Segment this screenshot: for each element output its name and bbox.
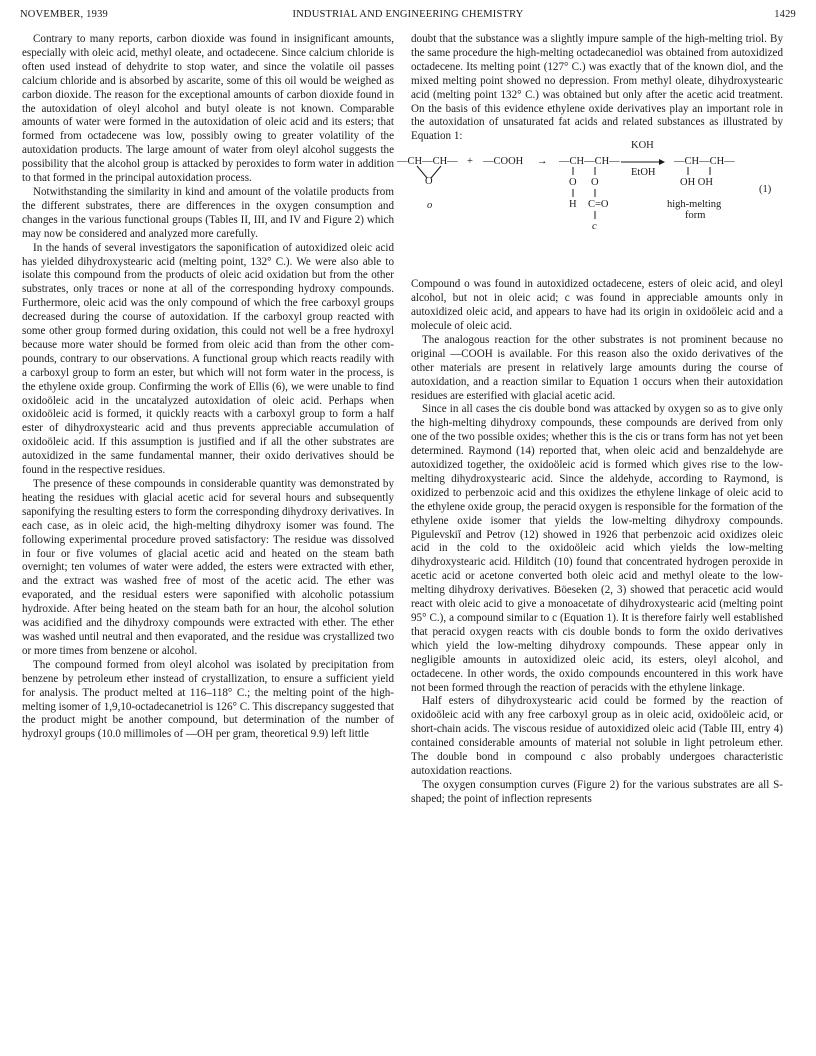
journal-title: INDUSTRIAL AND ENGINEERING CHEMISTRY (292, 9, 524, 20)
hydroxyl-hydrogen: H (569, 199, 577, 211)
ester-oxygen: O (569, 177, 577, 189)
reagent-etoh: EtOH (631, 167, 656, 179)
diol-hydroxyls: OH OH (680, 177, 713, 189)
right-column (397, 33, 783, 807)
label-c: c (592, 221, 597, 233)
paragraph: doubt that the substance was a slightly impure sample of the high-melting triol. By the same procedure the high-melting octadecanediol was obtained from autoxidized octadecene. Its melting point (127° C.) was exactly that of the known diol, and the mixed melting point showed no depression. From methyl oleate, dihydroxystearic acid (melting point 132° C.) was obtained but only after the acetic acid treatment. On the basis of this evidence ethylene oxide derivatives play an important role in the autoxidation of unsaturated fat acids and related substances as illustrated by Equation 1: (411, 33, 783, 143)
paragraph: The compound formed from oleyl alcohol was isolated by precipitation from benzene by petroleum ether instead of crystallization, to ensure a sufficient yield for analysis. The product melted at 116–118° C.; the melting point of the high-melting isomer of 1,9,10-octadecanetriol is 126° C. This discrepancy suggested that the product might be another compound, but determination of the number of hydroxyl groups (10.0 millimoles of —OH per gram, theoretical 9.9) left little (22, 658, 394, 741)
reagent-koh: KOH (631, 140, 654, 152)
epoxide-oxygen: O (425, 176, 433, 188)
reactant-epoxide: —CH—CH— (397, 156, 458, 168)
paragraph: Half esters of dihydroxystearic acid could be formed by the reaction of oxidoöleic acid with any free carboxyl group as in oleic acid, oxidoöleic acid, or short-chain acids. The viscous residue of autoxidized oleic acid (Table III, entry 4) contained considerable amounts of material not soluble in light petroleum ether. The double bond in compound c also probably undergoes characteristic autoxidation reactions. (411, 695, 783, 777)
carbonyl-group: C=O (588, 199, 609, 211)
left-column (22, 33, 394, 742)
product-ester: —CH—CH— (559, 156, 620, 168)
page-number: 1429 (774, 9, 796, 20)
paragraph: The oxygen consumption curves (Figure 2) for the various substrates are all S-shaped; the point of inflection represents (411, 778, 783, 805)
issue-date: NOVEMBER, 1939 (20, 9, 108, 20)
equation-number: (1) (759, 184, 772, 196)
reaction-arrow: → (537, 156, 548, 168)
paragraph: Since in all cases the cis double bond was attacked by oxygen so as to give only the high-melting dihydroxy compounds, these compounds are derived from only one of the two possible oxides; whether this is the cis or trans form has not yet been determined. Raymond (14) reported that, when oleic acid and benzaldehyde are autoxidized together, the oxidoöleic acid is formed which gives rise to the low-melting dihydroxystearic acid. Since the aldehyde, according to Raymond, is oxidized to perbenzoic acid and this oxidizes the ethylene linkage of oleic acid to the ethylene oxide group, the peracid oxygen is responsible for the formation of the ethylene oxide isomer that yields the low-melting dihydroxy compounds. Pigulevskiĭ and Petrov (12) showed in 1926 that perbenzoic acid oxidizes oleic acid in the cold to the oxidoöleic acid which yields the low-melting dihydroxystearic acid. Hilditch (10) found that concentrated hydrogen peroxide in acetic acid or acetone converted both oleic acid and methyl oleate to the low-melting dihydroxy derivatives. Böeseken (2, 3) showed that peracetic acid would react with oleic acid to give a monoacetate of dihydroxystearic acid (melting point 95° C.), a compound similar to c (Equation 1). It is therefore fairly well established that peracid oxygen reacts with cis double bonds to form the oxido derivatives which yield the low-melting dihydroxy compounds. These appear only in negligible amounts in autoxidized oleic acid, its esters, oleyl alcohol, and octadecene. In other words, the oxido compounds encountered in this work have not been formed through the reaction of peracids with the ethylene linkage. (411, 403, 783, 694)
product-diol: —CH—CH— (674, 156, 735, 168)
paragraph: The analogous reaction for the other substrates is not prominent because no original —COOH is available. For this reason also the oxido derivatives of the other materials are present in relatively large amounts during the course of autoxidation, and a reaction similar to Equation 1 occurs when their autoxidation residues are esterified with glacial acetic acid. (411, 333, 783, 402)
equation-1 (397, 140, 787, 268)
paragraph: In the hands of several investigators the saponification of autoxidized oleic acid has yielded dihydroxystearic acid (melting point, 132° C.). We were also able to isolate this compound from the products of oleic acid oxidation but from the other substrates, only traces or none at all of the corresponding hydroxy compounds. Furthermore, oleic acid was the only compound of which the free carboxyl groups decreased during the course of autoxidation. If the carboxyl group reacted with some other group formed during oxidation, this could not well be a free hydroxyl because more water should be formed from oleic acid than from the other compounds, contrary to our observations. A functional group which reacts readily with a carboxyl group to form an ester, but which will not form water in the process, is the ethylene oxide group. Confirming the work of Ellis (6), we were unable to find oxidoöleic acid in the uncatalyzed autoxidation of oleic acid. Perhaps when oxidoöleic acid is formed, it quickly reacts with a carboxyl group to form a half ester of dihydroxystearic acid and thus prevents appreciable accumulation of oxidoöleic acid. If this assumption is justified and if all the other substrates are autoxidized in the same fundamental manner, their oxido derivatives should be found in the respective residues. (22, 241, 394, 477)
running-header (20, 9, 796, 27)
paragraph: Compound o was found in autoxidized octadecene, esters of oleic acid, and oleyl alcohol, but not in oleic acid; c was found in appreciable amounts only in autoxidized oleic acid, and appears to have had its origin in oxidoöleic acid and a molecule of oleic acid. (411, 278, 783, 332)
paragraph: Notwithstanding the similarity in kind and amount of the volatile products from the different substrates, there are differences in the oxygen consumption and changes in the various functional groups (Tables II, III, and IV and Figure 2) which may now be considered and analyzed more carefully. (22, 185, 394, 240)
plus-sign: + (467, 156, 473, 168)
form-label-line-2: form (685, 210, 706, 222)
reactant-carboxyl: —COOH (483, 156, 524, 168)
paragraph: The presence of these compounds in considerable quantity was demonstrated by heating the residues with glacial acetic acid for several hours and subsequently saponifying the resulting esters to form the corresponding dihydroxy derivatives. In each case, as in oleic acid, the high-melting dihydroxy isomer was found. The following experimental procedure proved satisfactory: The residue was dissolved in four or five volumes of glacial acetic acid and heated on the steam bath overnight; ten volumes of water were added, the esters were extracted with ether, and the extract was washed free of most of the acetic acid. The ether was evaporated, and the residual esters were saponified with alcoholic potassium hydroxide. After being heated on the steam bath for an hour, the alcohol solution was acidified and the dihydroxy compounds were extracted with ether. The ether was washed until neutral and then evaporated, and the residue was crystallized two or more times from benzene or alcohol. (22, 478, 394, 657)
hydroxyl-oxygen: O (591, 177, 599, 189)
form-label-line-1: high-melting (667, 199, 722, 211)
label-o: o (427, 200, 433, 212)
paragraph: Contrary to many reports, carbon dioxide was found in insignificant amounts, especially with oleic acid, methyl oleate, and octadecene. Since calcium chloride is often used instead of dehydrite to stop water, and since the volatile oil passes calcium chloride and is absorbed by ascarite, some of this oil would be weighed as carbon dioxide. The reason for the exceptional amounts of carbon dioxide found in the autoxidation of oleyl alcohol and butyl oleate is not known. Comparable amounts of water were formed in the autoxidation of oleic acid and its esters; that formed from octadecene was low, possibly owing to greater volatility of the autoxidation products. The large amount of water from oleyl alcohol suggests the possibility that the alcohol group is attacked by peroxides to form water in addition to that formed in the principal autoxidation process. (22, 33, 394, 185)
